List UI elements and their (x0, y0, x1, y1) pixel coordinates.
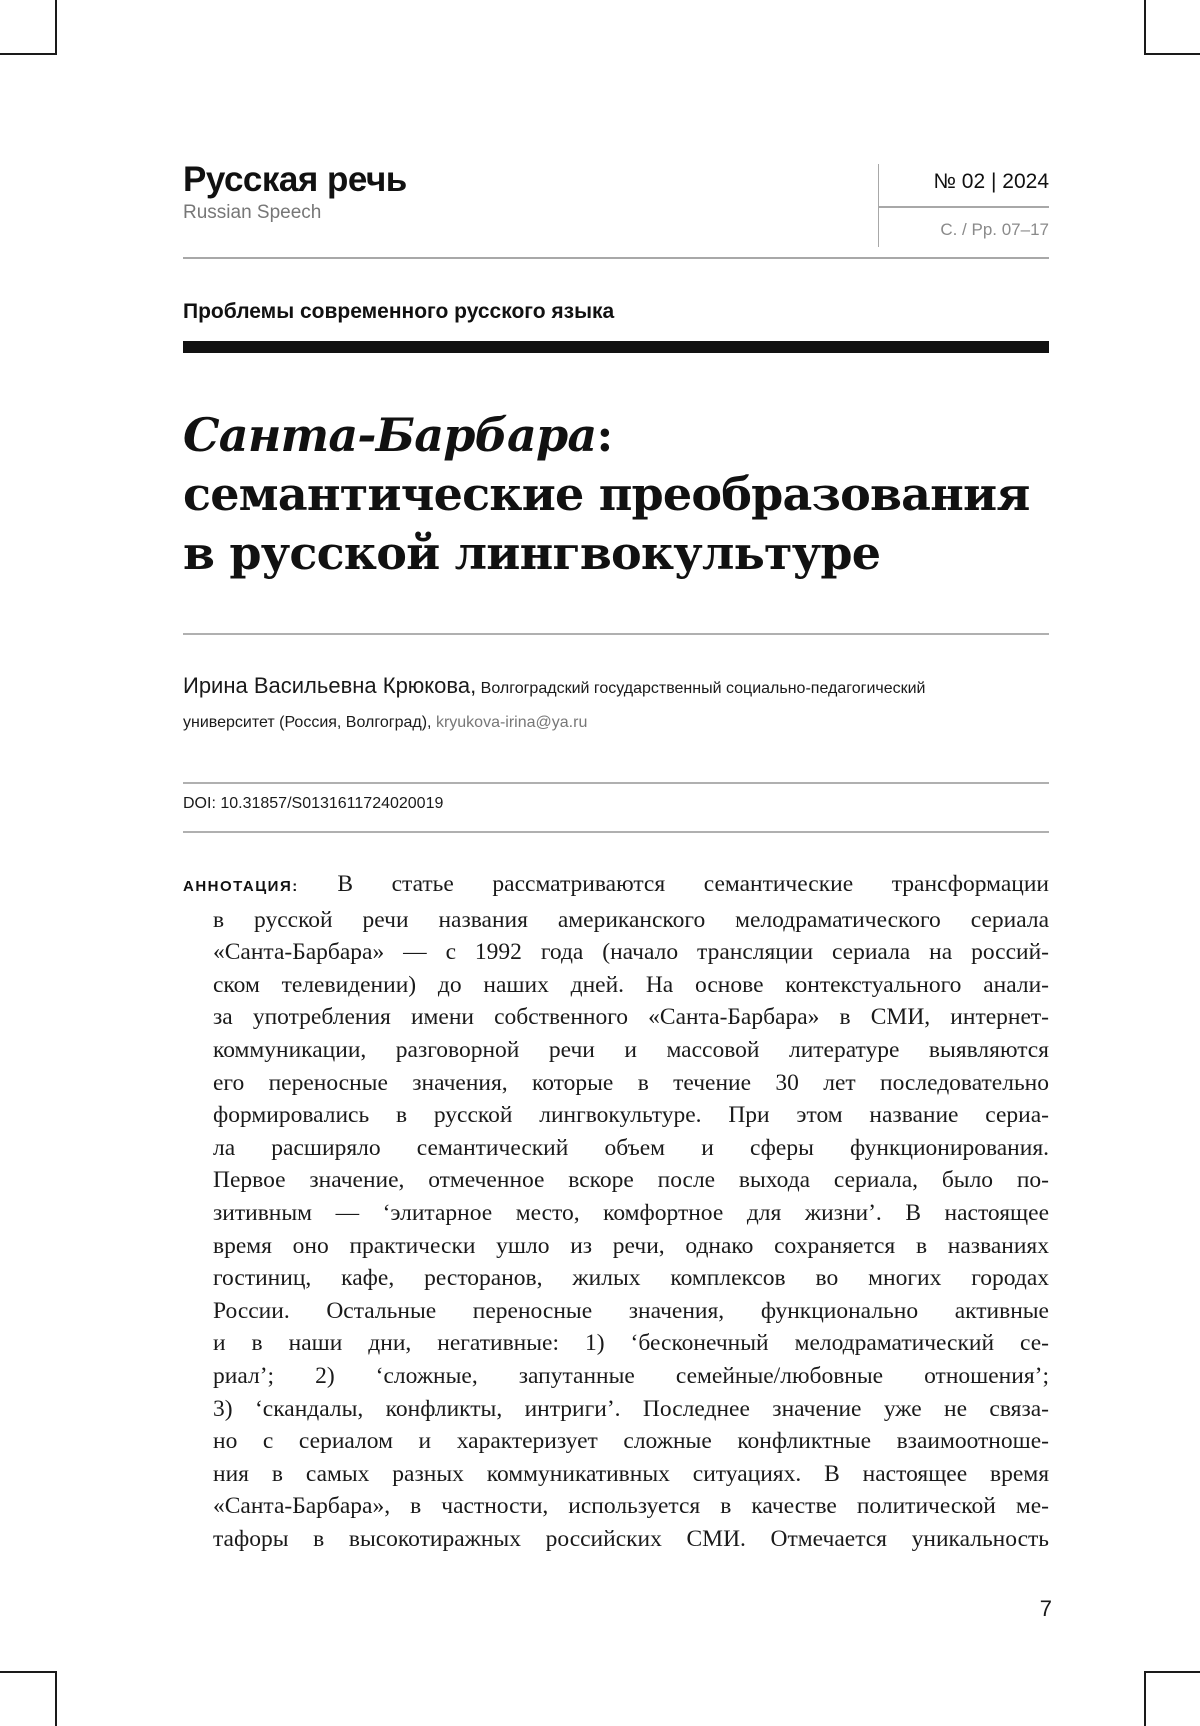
abstract-line: тафоры в высокотиражных российских СМИ. Отмечается уникальность (213, 1525, 1049, 1552)
title-divider (183, 633, 1049, 635)
abstract-line: ния в самых разных коммуникативных ситуациях. В настоящее время (213, 1460, 1049, 1487)
article-title-italic: Санта-Барбара (183, 408, 597, 462)
crop-mark-top-left-h (0, 53, 55, 55)
abstract (183, 868, 1049, 1555)
abstract-line: «Санта-Барбара» — с 1992 года (начало трансляции сериала на россий- (213, 939, 1049, 966)
abstract-line: за употребления имени собственного «Санта-Барбара» в СМИ, интернет- (213, 1004, 1049, 1031)
journal-subtitle: Russian Speech (183, 202, 322, 223)
doi[interactable]: DOI: 10.31857/S0131611724020019 (183, 795, 444, 812)
abstract-line: но с сериалом и характеризует сложные конфликтные взаимоотноше- (213, 1428, 1049, 1455)
abstract-line: риал’; 2) ‘сложные, запутанные семейные/любовные отношения’; (213, 1362, 1049, 1389)
abstract-line: и в наши дни, негативные: 1) ‘бесконечный мелодраматический се- (213, 1330, 1049, 1357)
abstract-line: коммуникации, разговорной речи и массовой литературе выявляются (213, 1036, 1049, 1063)
article-title-colon: : (596, 408, 613, 462)
crop-mark-bottom-left-h (0, 1671, 55, 1673)
author-email-link[interactable]: kryukova-irina@ya.ru (435, 714, 588, 731)
author-affiliation-1: Волгоградский государственный социально-педагогический (480, 680, 926, 697)
abstract-line: России. Остальные переносные значения, функционально активные (213, 1297, 1049, 1324)
abstract-line: 3) ‘скандалы, конфликты, интриги’. Последнее значение уже не связа- (213, 1395, 1049, 1422)
crop-mark-top-left-v (55, 0, 57, 55)
section-bar (183, 341, 1049, 353)
abstract-label: АННОТАЦИЯ: (183, 878, 299, 895)
abstract-line: его переносные значения, которые в течение 30 лет последовательно (213, 1069, 1049, 1096)
author-divider (183, 782, 1049, 784)
article-title-line3: в русской лингвокультуре (183, 526, 881, 580)
page-range: С. / Pp. 07–17 (940, 220, 1049, 239)
abstract-line-first: АННОТАЦИЯ: В статье рассматриваются семантические трансформации (183, 871, 1049, 897)
journal-title: Русская речь (183, 160, 407, 199)
issue-divider (879, 206, 1049, 208)
author-name: Ирина Васильевна Крюкова, (183, 673, 477, 698)
abstract-line: время оно практически ушло из речи, однако сохраняется в названиях (213, 1232, 1049, 1259)
abstract-line: зитивным — ‘элитарное место, комфортное для жизни’. В настоящее (213, 1199, 1049, 1226)
abstract-line: гостиниц, кафе, ресторанов, жилых комплексов во многих городах (213, 1265, 1049, 1292)
crop-mark-bottom-right-h (1146, 1671, 1200, 1673)
issue-number: № 02 | 2024 (933, 170, 1049, 193)
author-block (183, 669, 1049, 740)
abstract-line: Первое значение, отмеченное вскоре после выхода сериала, было по- (213, 1167, 1049, 1194)
author-affiliation-2: университет (Россия, Волгоград), (183, 714, 432, 731)
header-divider (183, 257, 1049, 259)
crop-mark-bottom-right-v (1144, 1671, 1146, 1726)
doi-divider (183, 831, 1049, 833)
crop-mark-top-right-h (1146, 53, 1200, 55)
abstract-line: ла расширяло семантический объем и сферы функционирования. (213, 1134, 1049, 1161)
issue-box (878, 164, 1049, 247)
crop-mark-top-right-v (1144, 0, 1146, 55)
abstract-line: в русской речи названия американского мелодраматического сериала (213, 906, 1049, 933)
article-title-line2: семантические преобразования (183, 467, 1030, 521)
section-title: Проблемы современного русского языка (183, 300, 615, 323)
article-title (183, 406, 1049, 583)
abstract-line: ском телевидении) до наших дней. На основе контекстуального анали- (213, 971, 1049, 998)
abstract-line: формировались в русской лингвокультуре. При этом название сериа- (213, 1102, 1049, 1129)
abstract-line: «Санта-Барбара», в частности, используется в качестве политической ме- (213, 1493, 1049, 1520)
journal-header (183, 160, 1049, 260)
crop-mark-bottom-left-v (55, 1671, 57, 1726)
page-number: 7 (1039, 1596, 1052, 1621)
